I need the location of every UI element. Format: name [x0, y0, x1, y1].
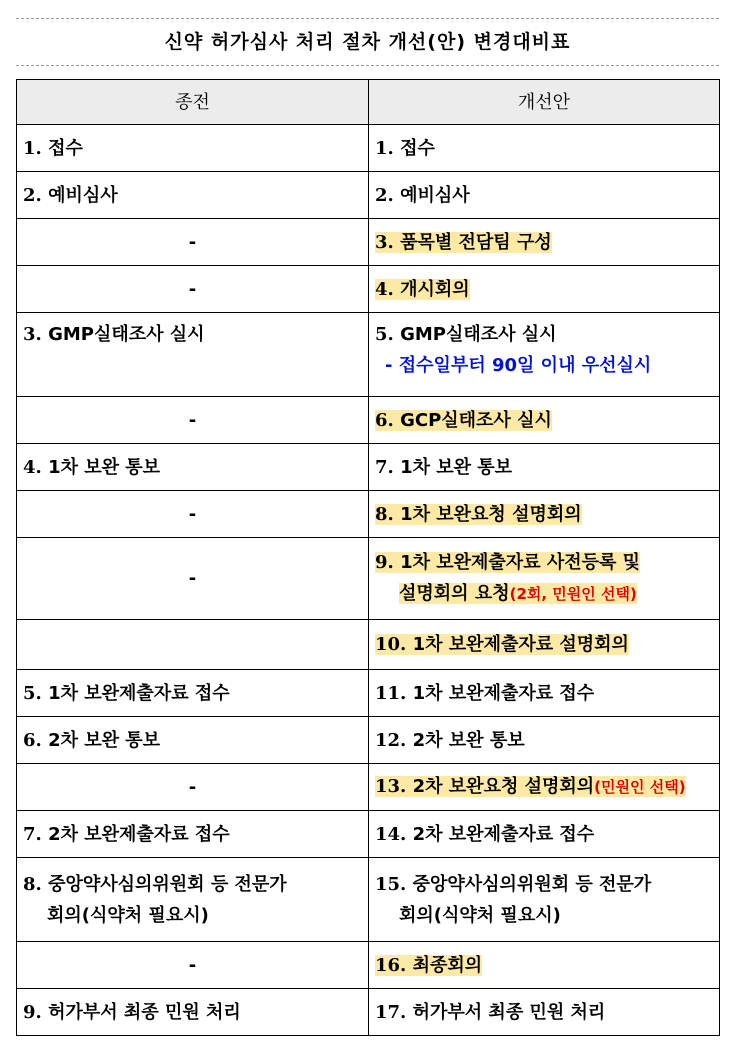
table-header-row	[17, 80, 720, 125]
before-cell-empty	[17, 620, 369, 670]
before-cell: 4. 1차 보완 통보	[17, 444, 369, 491]
table-row	[17, 125, 720, 172]
table-row	[17, 266, 720, 313]
after-cell: 16. 최종회의	[369, 942, 720, 989]
header-after: 개선안	[369, 80, 720, 125]
before-cell: 2. 예비심사	[17, 172, 369, 219]
table-row	[17, 764, 720, 811]
before-cell-empty: -	[17, 397, 369, 444]
before-cell-empty: -	[17, 942, 369, 989]
after-cell: 11. 1차 보완제출자료 접수	[369, 670, 720, 717]
before-cell-empty: -	[17, 266, 369, 313]
before-cell-empty: -	[17, 491, 369, 538]
table-row	[17, 670, 720, 717]
comparison-table	[16, 79, 720, 1036]
table-row	[17, 989, 720, 1036]
after-sub-note: - 접수일부터 90일 이내 우선실시	[385, 355, 652, 376]
after-cell: 17. 허가부서 최종 민원 처리	[369, 989, 720, 1036]
before-cell: 5. 1차 보완제출자료 접수	[17, 670, 369, 717]
table-row	[17, 172, 720, 219]
before-cell-empty: -	[17, 764, 369, 811]
after-cell: 12. 2차 보완 통보	[369, 717, 720, 764]
after-cell: 6. GCP실태조사 실시	[369, 397, 720, 444]
before-cell-empty: -	[17, 538, 369, 620]
before-cell: 6. 2차 보완 통보	[17, 717, 369, 764]
before-cell: 7. 2차 보완제출자료 접수	[17, 811, 369, 858]
table-row	[17, 620, 720, 670]
after-cell: 9. 1차 보완제출자료 사전등록 및 설명회의 요청(2회, 민원인 선택)	[369, 538, 720, 620]
table-row	[17, 219, 720, 266]
before-cell: 3. GMP실태조사 실시	[17, 313, 369, 397]
after-cell: 13. 2차 보완요청 설명회의(민원인 선택)	[369, 764, 720, 811]
after-cell: 10. 1차 보완제출자료 설명회의	[369, 620, 720, 670]
after-cell: 5. GMP실태조사 실시 - 접수일부터 90일 이내 우선실시	[369, 313, 720, 397]
after-cell: 4. 개시회의	[369, 266, 720, 313]
after-cell: 1. 접수	[369, 125, 720, 172]
page-title: 신약 허가심사 처리 절차 개선(안) 변경대비표	[164, 31, 571, 53]
header-before: 종전	[17, 80, 369, 125]
table-row	[17, 491, 720, 538]
table-row	[17, 313, 720, 397]
after-cell: 3. 품목별 전담팀 구성	[369, 219, 720, 266]
before-cell: 1. 접수	[17, 125, 369, 172]
after-cell: 14. 2차 보완제출자료 접수	[369, 811, 720, 858]
after-cell: 2. 예비심사	[369, 172, 720, 219]
after-cell: 15. 중앙약사심의위원회 등 전문가 회의(식약처 필요시)	[369, 858, 720, 942]
table-row	[17, 444, 720, 491]
before-cell: 8. 중앙약사심의위원회 등 전문가 회의(식약처 필요시)	[17, 858, 369, 942]
before-cell: 9. 허가부서 최종 민원 처리	[17, 989, 369, 1036]
table-row	[17, 397, 720, 444]
table-row	[17, 717, 720, 764]
table-row	[17, 811, 720, 858]
table-row	[17, 538, 720, 620]
title-box	[16, 18, 719, 66]
before-cell-empty: -	[17, 219, 369, 266]
table-row	[17, 942, 720, 989]
after-cell: 8. 1차 보완요청 설명회의	[369, 491, 720, 538]
after-cell: 7. 1차 보완 통보	[369, 444, 720, 491]
table-row	[17, 858, 720, 942]
